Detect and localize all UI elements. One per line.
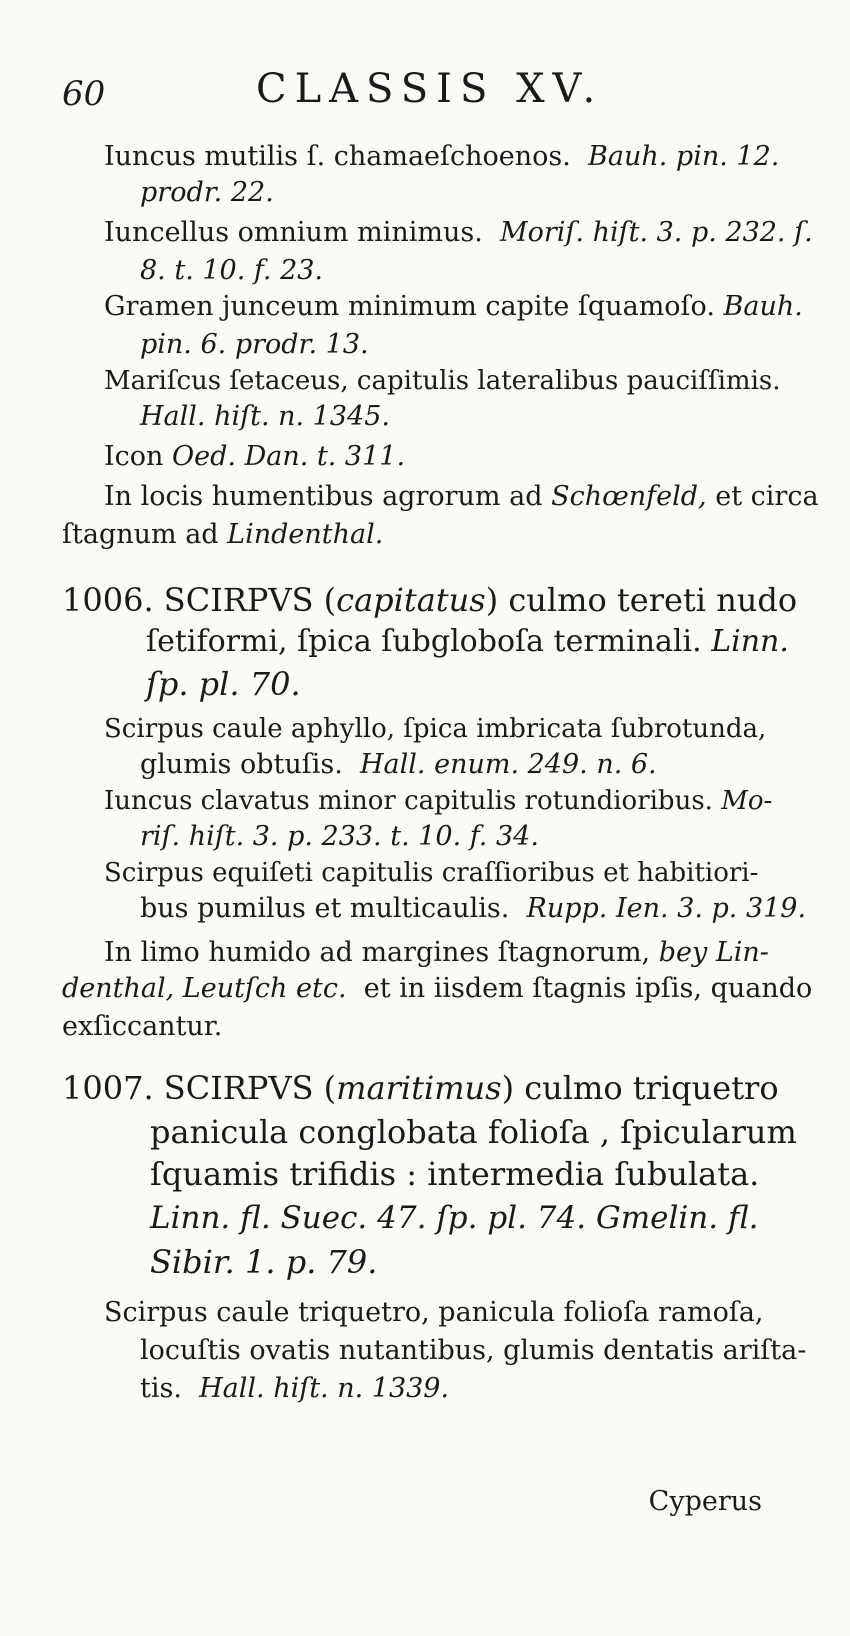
habitat-line: In limo humido ad margines ſtagnorum, bey Lin- <box>104 937 769 968</box>
entry-line: Linn. fl. Suec. 47. ſp. pl. 74. Gmelin. fl. <box>150 1200 759 1236</box>
entry-line: ſp. pl. 70. <box>146 665 301 703</box>
habitat-line: denthal, Leutſch etc. et in iisdem ſtagnis ipſis, quando <box>62 973 813 1004</box>
text-line: Hall. hiſt. n. 1345. <box>140 401 390 432</box>
synonym-line: Iuncus clavatus minor capitulis rotundioribus. Mo- <box>104 786 773 816</box>
text-line: Icon Oed. Dan. t. 311. <box>104 441 406 472</box>
entry-line: panicula conglobata folioſa , ſpicularum <box>150 1113 797 1151</box>
synonym-line: Scirpus equiſeti capitulis craſſioribus et habitiori- <box>104 858 759 888</box>
habitat-line: ſtagnum ad Lindenthal. <box>62 519 384 550</box>
synonym-line: Scirpus caule triquetro, panicula folioſa ramoſa, <box>104 1297 764 1328</box>
text-line: Iuncellus omnium minimus. Moriſ. hiſt. 3. p. 232. ſ. <box>104 217 813 248</box>
entry-line: ſquamis trifidis : intermedia ſubulata. <box>150 1155 760 1193</box>
habitat-line: exſiccantur. <box>62 1011 223 1042</box>
habitat-line: In locis humentibus agrorum ad Schœnfeld, et circa <box>104 481 819 512</box>
text-line: Iuncus mutilis ſ. chamaeſchoenos. Bauh. pin. 12. <box>104 141 780 172</box>
catchword: Cyperus <box>648 1486 762 1517</box>
running-title: CLASSIS XV. <box>256 66 604 112</box>
text-line: Mariſcus ſetaceus, capitulis lateralibus pauciſſimis. <box>104 366 781 396</box>
page-number: 60 <box>62 74 106 114</box>
text-line: pin. 6. prodr. 13. <box>140 329 369 360</box>
synonym-line: bus pumilus et multicaulis. Rupp. Ien. 3. p. 319. <box>140 893 807 924</box>
entry-heading-1007: 1007. SCIRPVS (maritimus) culmo triquetro <box>62 1069 779 1107</box>
entry-line: ſetiformi, ſpica ſubgloboſa terminali. Linn. <box>146 624 789 659</box>
synonym-line: riſ. hiſt. 3. p. 233. t. 10. f. 34. <box>140 821 539 852</box>
entry-line: Sibir. 1. p. 79. <box>150 1243 378 1281</box>
page-header <box>0 66 850 126</box>
text-line: prodr. 22. <box>140 177 274 208</box>
synonym-line: glumis obtuſis. Hall. enum. 249. n. 6. <box>140 749 657 780</box>
synonym-line: tis. Hall. hiſt. n. 1339. <box>140 1373 450 1404</box>
synonym-line: Scirpus caule aphyllo, ſpica imbricata ſubrotunda, <box>104 714 767 744</box>
text-line: Gramen junceum minimum capite ſquamoſo. Bauh. <box>104 291 803 322</box>
entry-heading-1006: 1006. SCIRPVS (capitatus) culmo tereti nudo <box>62 581 798 619</box>
synonym-line: locuſtis ovatis nutantibus, glumis dentatis ariſta- <box>140 1335 807 1366</box>
text-line: 8. t. 10. f. 23. <box>140 255 324 286</box>
